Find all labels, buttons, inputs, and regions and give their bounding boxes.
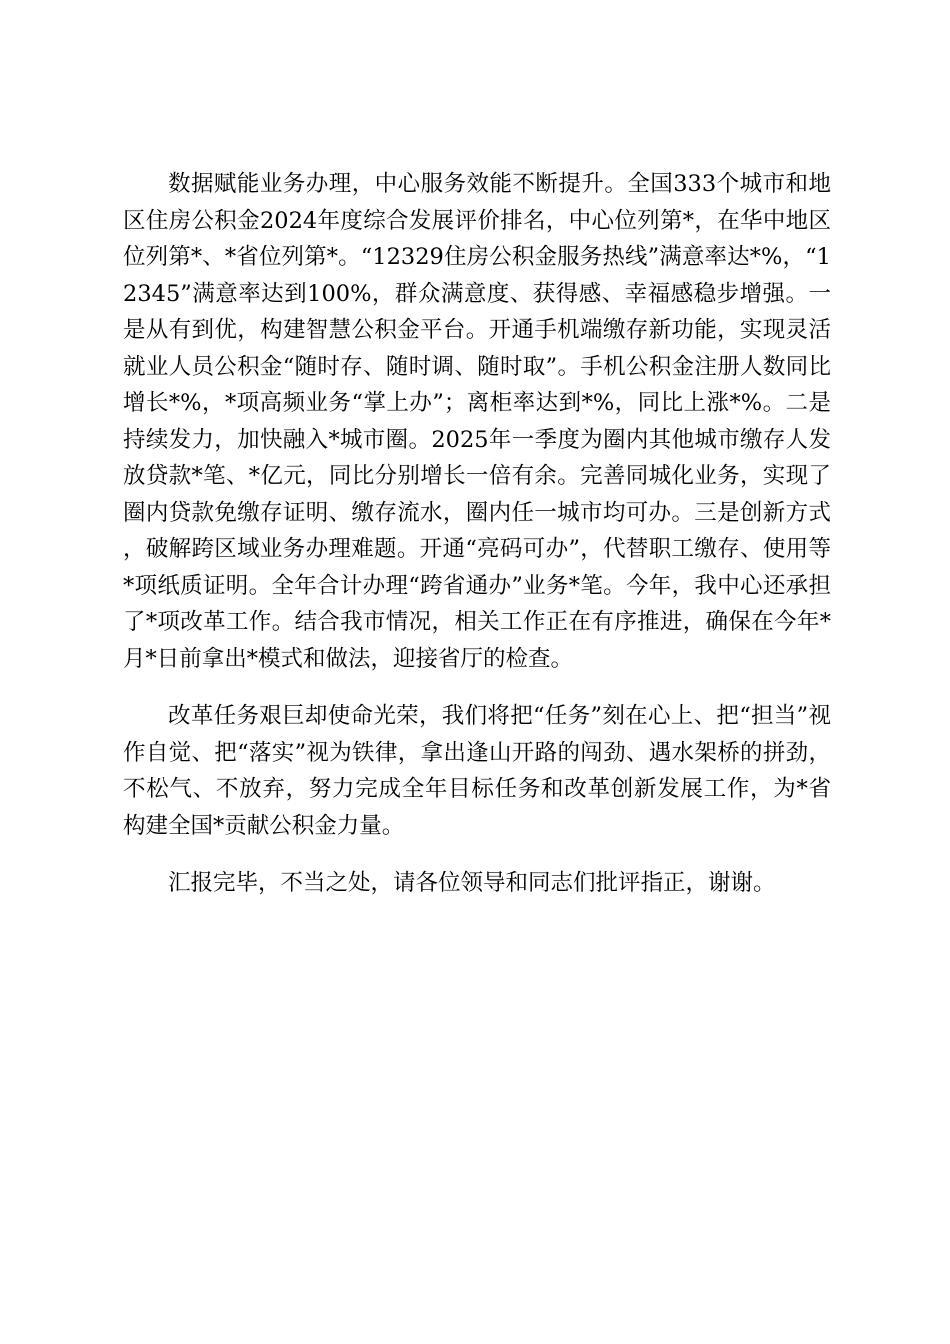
document-body [123,166,831,923]
paragraph-data-empowerment: 数据赋能业务办理，中心服务效能不断提升。全国333个城市和地区住房公积金2024年度综合发展评价排名，中心位列第*，在华中地区位列第*、*省位列第*。“12329住房公积金服务热线”满意率达*%，“12345”满意率达到100%，群众满意度、获得感、幸福感稳步增强。一是从有到优，构建智慧公积金平台。开通手机端缴存新功能，实现灵活就业人员公积金“随时存、随时调、随时取”。手机公积金注册人数同比增长*%，*项高频业务“掌上办”；离柜率达到*%，同比上涨*%。二是持续发力，加快融入*城市圈。2025年一季度为圈内其他城市缴存人发放贷款*笔、*亿元，同比分别增长一倍有余。完善同城化业务，实现了圈内贷款免缴存证明、缴存流水，圈内任一城市均可办。三是创新方式，破解跨区域业务办理难题。开通“亮码可办”，代替职工缴存、使用等*项纸质证明。全年合计办理“跨省通办”业务*笔。今年，我中心还承担了*项改革工作。结合我市情况，相关工作正在有序推进，确保在今年*月*日前拿出*模式和做法，迎接省厅的检查。 [123,171,831,672]
paragraph-reform-mission: 改革任务艰巨却使命光荣，我们将把“任务”刻在心上、把“担当”视作自觉、把“落实”视为铁律，拿出逢山开路的闯劲、遇水架桥的拼劲，不松气、不放弃，努力完成全年目标任务和改革创新发展工作，为*省构建全国*贡献公积金力量。 [123,703,831,839]
paragraph-closing: 汇报完毕，不当之处，请各位领导和同志们批评指正，谢谢。 [168,870,776,896]
